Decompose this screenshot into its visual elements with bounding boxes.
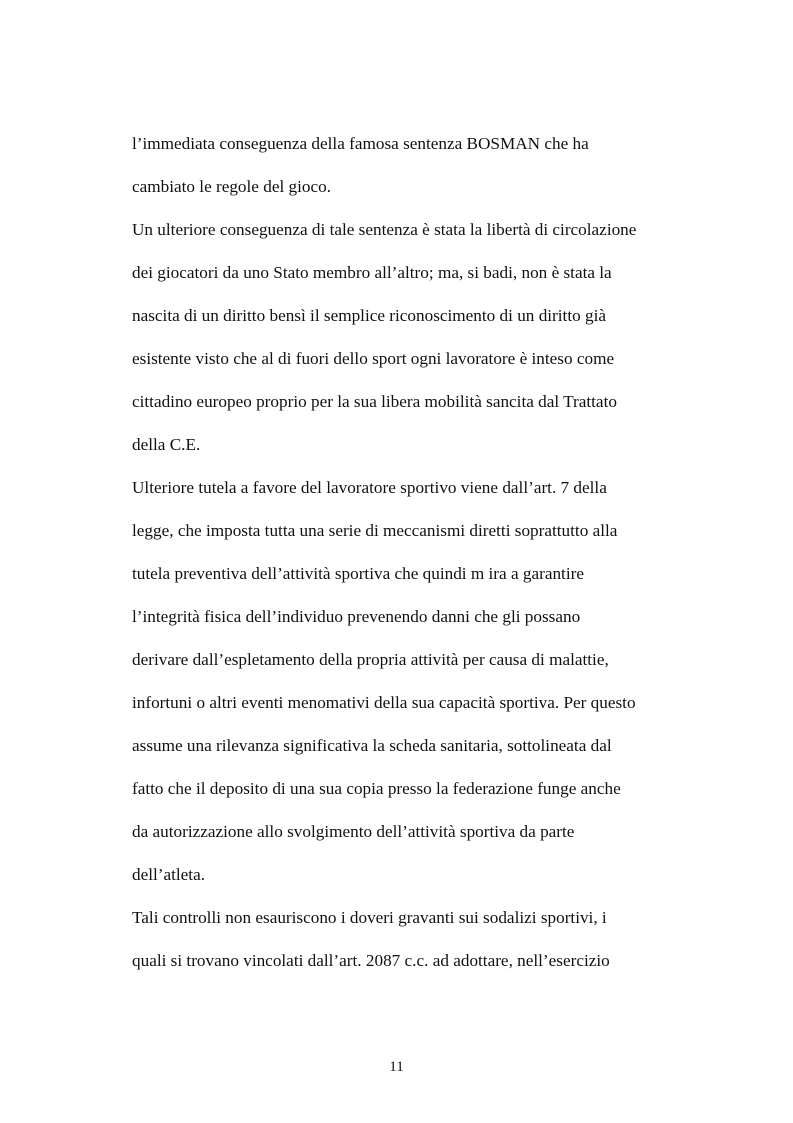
text-line: fatto che il deposito di una sua copia presso la federazione funge anche bbox=[132, 779, 621, 798]
text-line: nascita di un diritto bensì il semplice riconoscimento di un diritto già bbox=[132, 306, 606, 325]
text-line: cittadino europeo proprio per la sua libera mobilità sancita dal Trattato bbox=[132, 392, 617, 411]
text-line: quali si trovano vincolati dall’art. 2087 c.c. ad adottare, nell’esercizio bbox=[132, 951, 610, 970]
text-line: assume una rilevanza significativa la scheda sanitaria, sottolineata dal bbox=[132, 736, 612, 755]
text-line: della C.E. bbox=[132, 435, 201, 454]
text-line: tutela preventiva dell’attività sportiva che quindi m ira a garantire bbox=[132, 564, 584, 583]
text-line: da autorizzazione allo svolgimento dell’attività sportiva da parte bbox=[132, 822, 575, 841]
text-line: dell’atleta. bbox=[132, 865, 206, 884]
text-line: cambiato le regole del gioco. bbox=[132, 177, 332, 196]
text-line: derivare dall’espletamento della propria attività per causa di malattie, bbox=[132, 650, 609, 669]
text-line: esistente visto che al di fuori dello sport ogni lavoratore è inteso come bbox=[132, 349, 615, 368]
text-line: dei giocatori da uno Stato membro all’altro; ma, si badi, non è stata la bbox=[132, 263, 612, 282]
text-line: legge, che imposta tutta una serie di meccanismi diretti soprattutto alla bbox=[132, 521, 618, 540]
page-number: 11 bbox=[389, 1059, 404, 1075]
text-line: Ulteriore tutela a favore del lavoratore sportivo viene dall’art. 7 della bbox=[132, 478, 607, 497]
text-line: l’immediata conseguenza della famosa sentenza BOSMAN che ha bbox=[132, 134, 589, 153]
text-line: l’integrità fisica dell’individuo prevenendo danni che gli possano bbox=[132, 607, 581, 626]
text-line: infortuni o altri eventi menomativi della sua capacità sportiva. Per questo bbox=[132, 693, 636, 712]
text-line: Tali controlli non esauriscono i doveri gravanti sui sodalizi sportivi, i bbox=[132, 908, 607, 927]
text-line: Un ulteriore conseguenza di tale sentenza è stata la libertà di circolazione bbox=[132, 220, 637, 239]
